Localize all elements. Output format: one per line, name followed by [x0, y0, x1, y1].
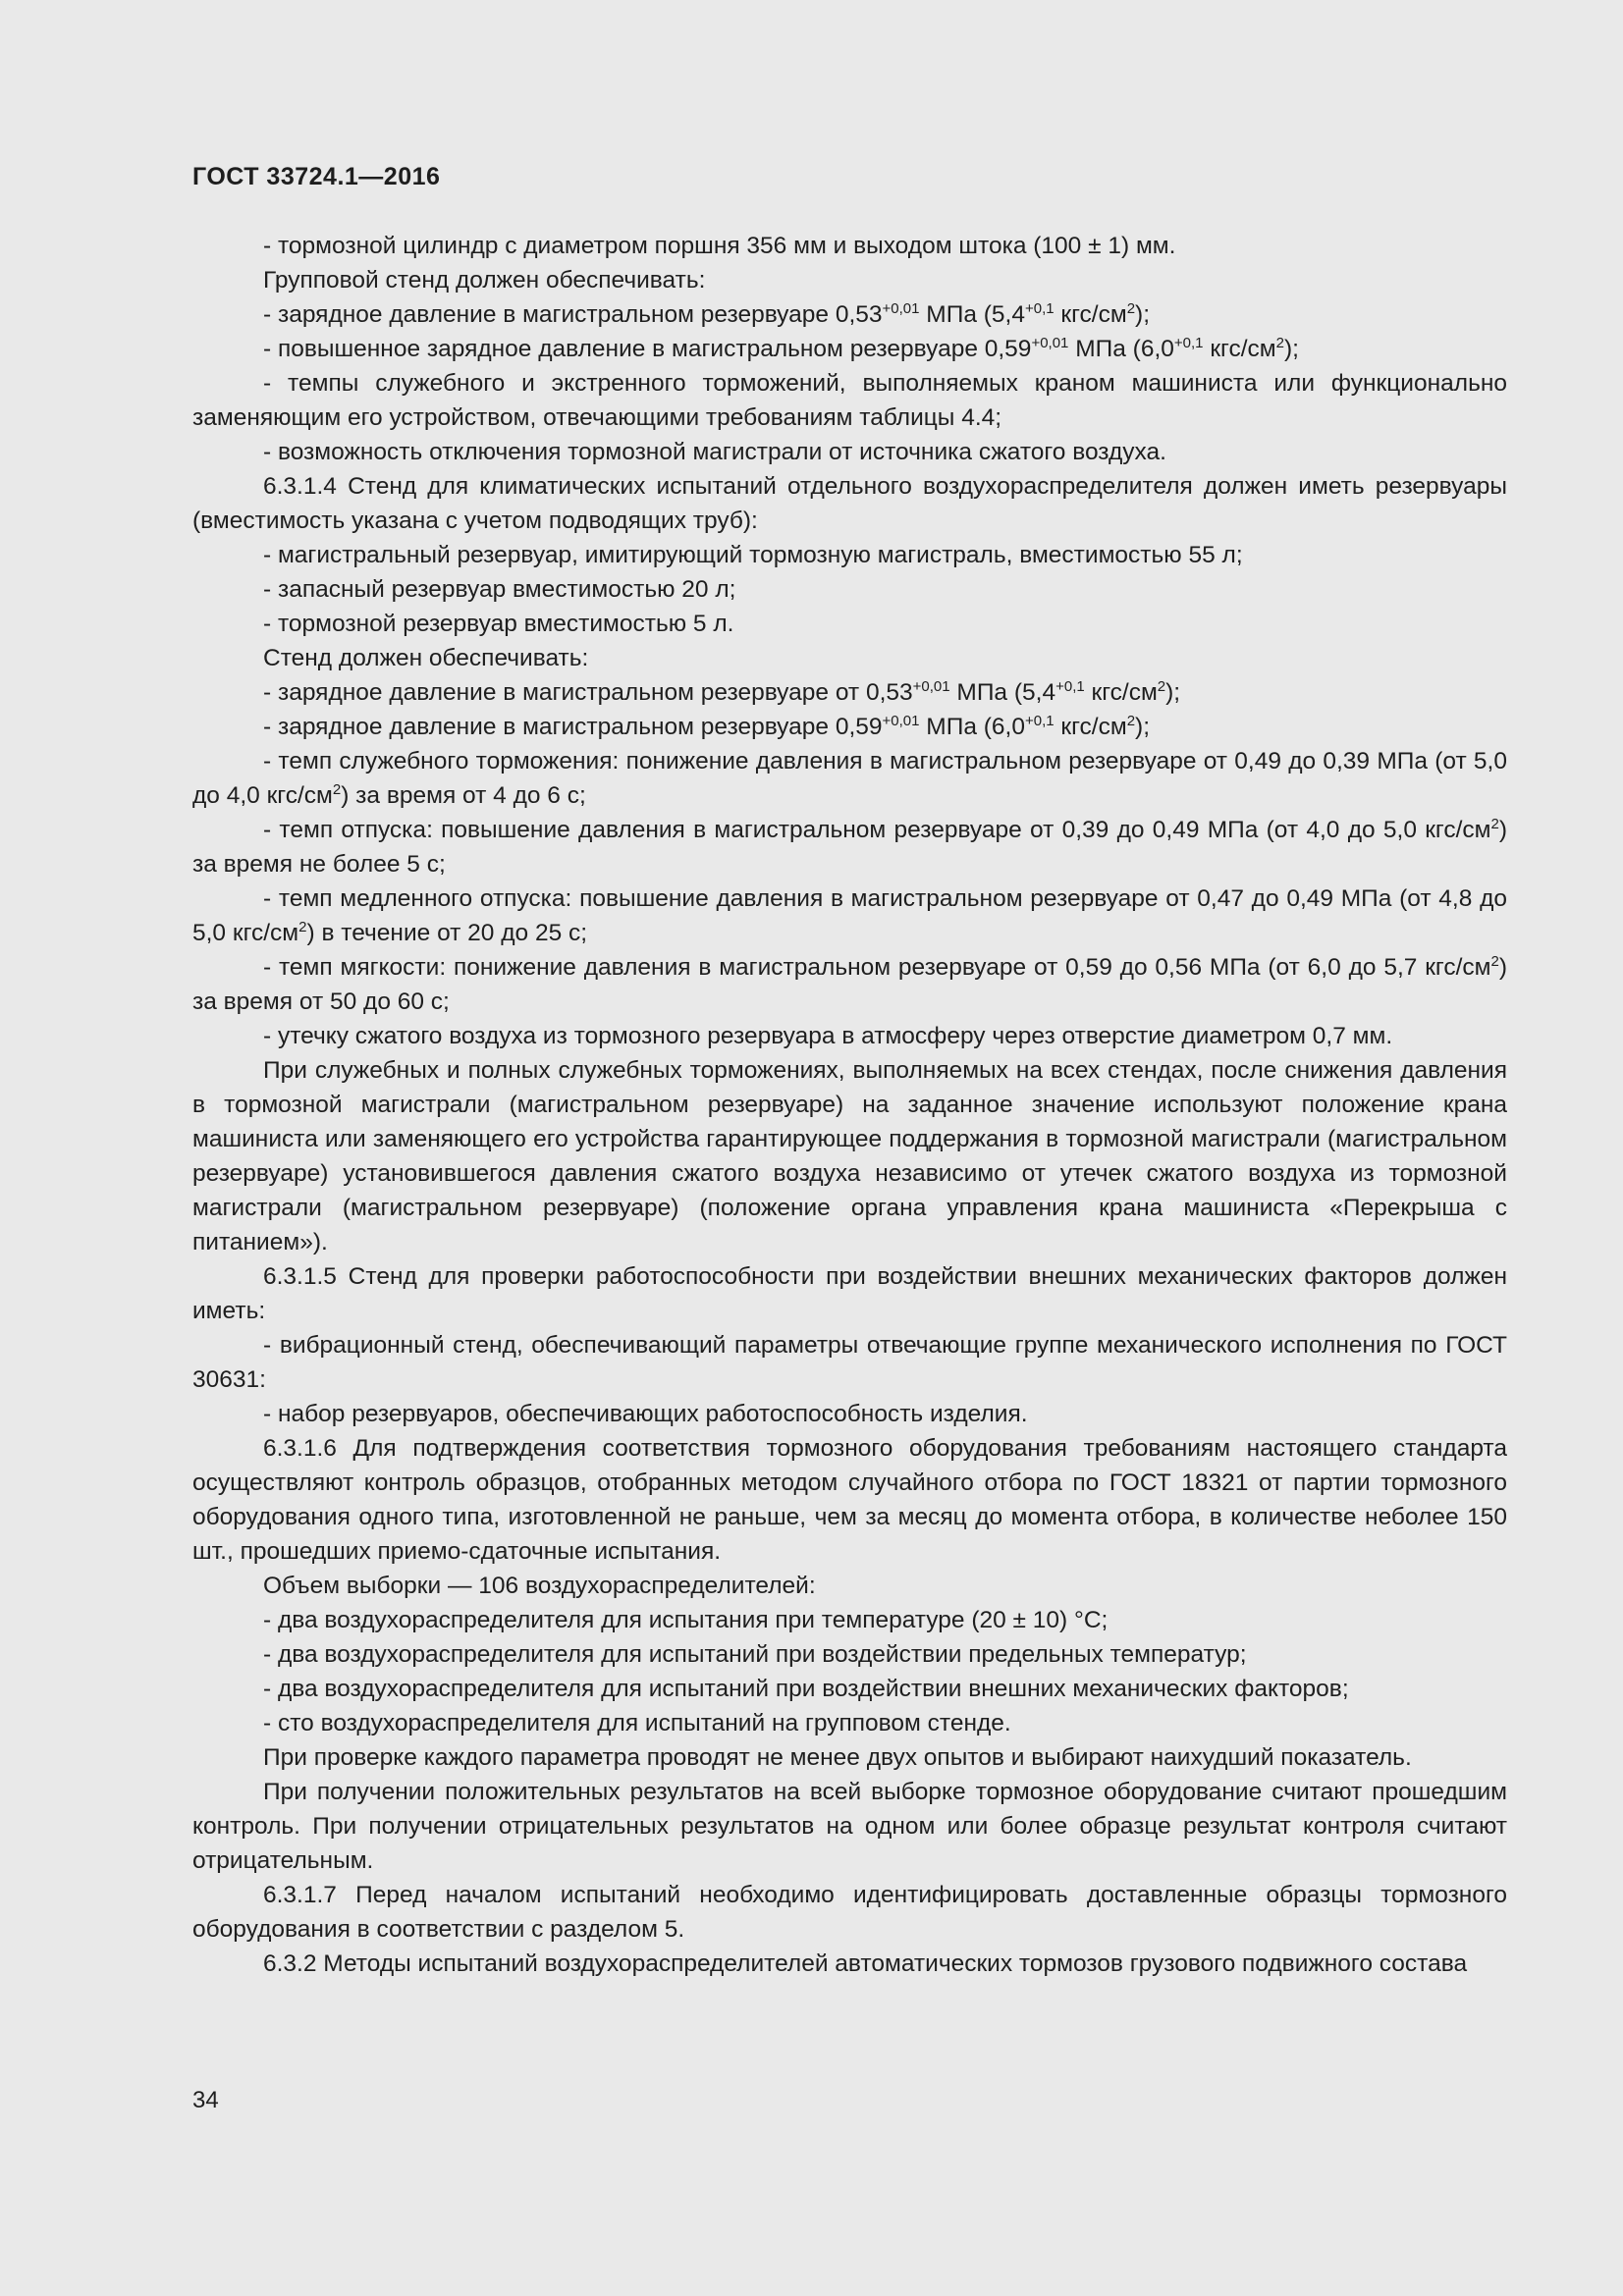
- superscript: +0,01: [912, 678, 950, 695]
- superscript: 2: [1126, 713, 1136, 729]
- paragraph: [192, 332, 1507, 366]
- superscript: 2: [1126, 300, 1136, 317]
- paragraph: [192, 1775, 1507, 1878]
- paragraph: [192, 1672, 1507, 1706]
- text-run: );: [1165, 679, 1181, 706]
- text-run: 6.3.1.5 Стенд для проверки работоспособности при воздействии внешних механических факторов должен иметь:: [192, 1263, 1507, 1324]
- text-run: - два воздухораспределителя для испытаний при воздействии предельных температур;: [263, 1641, 1247, 1668]
- text-run: 6.3.2 Методы испытаний воздухораспределителей автоматических тормозов грузового подвижного состава: [263, 1950, 1468, 1977]
- paragraph: [192, 675, 1507, 710]
- text-run: кгс/см: [1054, 301, 1127, 328]
- text-run: При получении положительных результатов на всей выборке тормозное оборудование считают прошедшим контроль. При получении отрицательных результатов на одном или более образце результат контроля считают отрицательным.: [192, 1779, 1507, 1874]
- text-run: ) за время от 50 до 60 с;: [192, 954, 1507, 1015]
- text-run: 6.3.1.6 Для подтверждения соответствия тормозного оборудования требованиям настоящего стандарта осуществляют контроль образцов, отобранных методом случайного отбора по ГОСТ 18321 от партии тормозного оборудования одного типа, изготовленной не раньше, чем за месяц до момента отбора, в количестве неболее 150 шт., прошедших приемо-сдаточные испытания.: [192, 1435, 1507, 1565]
- superscript: 2: [1275, 335, 1284, 351]
- superscript: +0,01: [882, 300, 920, 317]
- text-run: );: [1283, 336, 1299, 362]
- page-number: 34: [192, 2087, 219, 2113]
- text-run: МПа (6,0: [919, 714, 1025, 740]
- paragraph: [192, 1019, 1507, 1053]
- text-run: - темп служебного торможения: понижение давления в магистральном резервуаре от 0,49 до 0,39 МПа (от 5,0 до 4,0 кгс/см: [192, 748, 1507, 809]
- paragraph: [192, 572, 1507, 607]
- text-run: 6.3.1.7 Перед началом испытаний необходимо идентифицировать доставленные образцы тормозного оборудования в соответствии с разделом 5.: [192, 1882, 1507, 1943]
- paragraph: [192, 1947, 1507, 1981]
- paragraph: [192, 1603, 1507, 1637]
- superscript: 2: [1490, 816, 1499, 832]
- paragraph: [192, 881, 1507, 950]
- paragraph: [192, 1431, 1507, 1569]
- text-run: Объем выборки — 106 воздухораспределителей:: [263, 1573, 816, 1599]
- superscript: +0,01: [1031, 335, 1069, 351]
- text-run: );: [1135, 714, 1150, 740]
- superscript: 2: [332, 781, 342, 798]
- text-run: - темп отпуска: повышение давления в магистральном резервуаре от 0,39 до 0,49 МПа (от 4,0 до 5,0 кгс/см: [263, 817, 1491, 843]
- paragraph: [192, 1328, 1507, 1397]
- paragraph: [192, 813, 1507, 881]
- text-run: - повышенное зарядное давление в магистральном резервуаре 0,59: [263, 336, 1032, 362]
- text-run: - темпы служебного и экстренного торможений, выполняемых краном машиниста или функционально заменяющим его устройством, отвечающими требованиям таблицы 4.4;: [192, 370, 1507, 431]
- superscript: +0,01: [882, 713, 920, 729]
- superscript: +0,1: [1024, 300, 1055, 317]
- text-run: - возможность отключения тормозной магистрали от источника сжатого воздуха.: [263, 439, 1166, 465]
- superscript: 2: [1490, 953, 1499, 970]
- text-run: При служебных и полных служебных торможениях, выполняемых на всех стендах, после снижения давления в тормозной магистрали (магистральном резервуаре) на заданное значение используют положение крана машиниста или заменяющего его устройства гарантирующее поддержания в тормозной магистрали (магистральном резервуаре) установившегося давления сжатого воздуха независимо от утечек сжатого воздуха из тормозной магистрали (магистральном резервуаре) (положение органа управления крана машиниста «Перекрыша с питанием»).: [192, 1057, 1507, 1255]
- text-run: - два воздухораспределителя для испытаний при воздействии внешних механических факторов;: [263, 1676, 1349, 1702]
- text-run: ) за время от 4 до 6 с;: [341, 782, 586, 809]
- paragraph: [192, 1569, 1507, 1603]
- text-run: - тормозной резервуар вместимостью 5 л.: [263, 611, 734, 637]
- paragraph: [192, 950, 1507, 1019]
- paragraph: [192, 1053, 1507, 1259]
- text-run: - магистральный резервуар, имитирующий тормозную магистраль, вместимостью 55 л;: [263, 542, 1243, 568]
- paragraph: [192, 435, 1507, 469]
- text-run: - зарядное давление в магистральном резервуаре 0,59: [263, 714, 883, 740]
- text-run: МПа (6,0: [1068, 336, 1174, 362]
- paragraph: [192, 263, 1507, 297]
- text-run: - темп медленного отпуска: повышение давления в магистральном резервуаре от 0,47 до 0,49 МПа (от 4,8 до 5,0 кгс/см: [192, 885, 1507, 946]
- text-run: Групповой стенд должен обеспечивать:: [263, 267, 706, 294]
- paragraph: [192, 297, 1507, 332]
- paragraph: [192, 229, 1507, 263]
- paragraph: [192, 710, 1507, 744]
- text-run: кгс/см: [1084, 679, 1158, 706]
- paragraph: [192, 1637, 1507, 1672]
- paragraph: [192, 1878, 1507, 1947]
- text-run: ) за время не более 5 с;: [192, 817, 1507, 878]
- text-run: - зарядное давление в магистральном резервуаре 0,53: [263, 301, 883, 328]
- text-run: );: [1135, 301, 1150, 328]
- paragraph: [192, 744, 1507, 813]
- text-run: ) в течение от 20 до 25 с;: [306, 920, 588, 946]
- paragraph: [192, 469, 1507, 538]
- paragraph: [192, 1706, 1507, 1740]
- text-run: 6.3.1.4 Стенд для климатических испытаний отдельного воздухораспределителя должен иметь резервуары (вместимость указана с учетом подводящих труб):: [192, 473, 1507, 534]
- paragraph: [192, 1740, 1507, 1775]
- text-run: - тормозной цилиндр с диаметром поршня 356 мм и выходом штока (100 ± 1) мм.: [263, 233, 1176, 259]
- text-run: Стенд должен обеспечивать:: [263, 645, 589, 671]
- document-body: [192, 229, 1507, 1981]
- text-run: кгс/см: [1203, 336, 1276, 362]
- text-run: - запасный резервуар вместимостью 20 л;: [263, 576, 736, 603]
- text-run: МПа (5,4: [919, 301, 1025, 328]
- text-run: кгс/см: [1054, 714, 1127, 740]
- superscript: +0,1: [1173, 335, 1204, 351]
- superscript: +0,1: [1055, 678, 1085, 695]
- paragraph: [192, 1397, 1507, 1431]
- text-run: - зарядное давление в магистральном резервуаре от 0,53: [263, 679, 913, 706]
- text-run: - утечку сжатого воздуха из тормозного резервуара в атмосферу через отверстие диаметром 0,7 мм.: [263, 1023, 1393, 1049]
- superscript: +0,1: [1024, 713, 1055, 729]
- text-run: - сто воздухораспределителя для испытаний на групповом стенде.: [263, 1710, 1011, 1736]
- text-run: МПа (5,4: [949, 679, 1056, 706]
- text-run: - вибрационный стенд, обеспечивающий параметры отвечающие группе механического исполнения по ГОСТ 30631:: [192, 1332, 1507, 1393]
- superscript: 2: [298, 919, 307, 935]
- paragraph: [192, 1259, 1507, 1328]
- document-header: ГОСТ 33724.1—2016: [192, 163, 441, 190]
- text-run: - набор резервуаров, обеспечивающих работоспособность изделия.: [263, 1401, 1028, 1427]
- superscript: 2: [1157, 678, 1166, 695]
- paragraph: [192, 538, 1507, 572]
- paragraph: [192, 641, 1507, 675]
- paragraph: [192, 607, 1507, 641]
- text-run: - два воздухораспределителя для испытания при температуре (20 ± 10) °С;: [263, 1607, 1109, 1633]
- paragraph: [192, 366, 1507, 435]
- text-run: При проверке каждого параметра проводят не менее двух опытов и выбирают наихудший показатель.: [263, 1744, 1412, 1771]
- text-run: - темп мягкости: понижение давления в магистральном резервуаре от 0,59 до 0,56 МПа (от 6,0 до 5,7 кгс/см: [263, 954, 1491, 981]
